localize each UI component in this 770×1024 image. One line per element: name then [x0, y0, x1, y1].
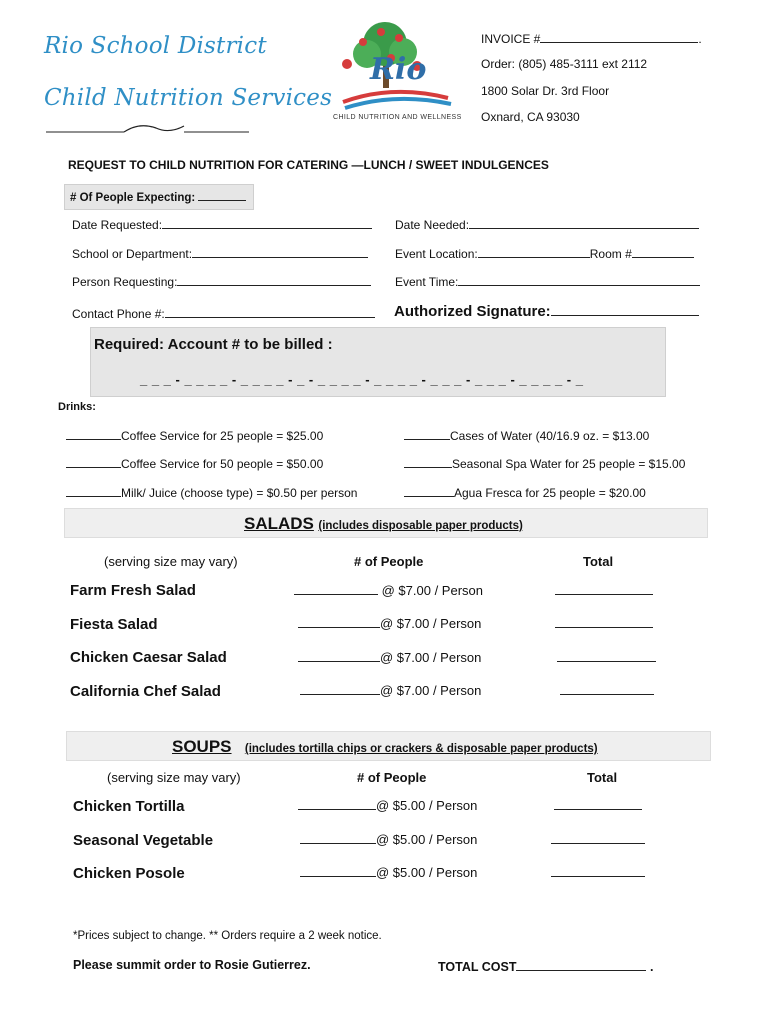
soup-total-field[interactable] — [554, 797, 642, 810]
soup-qty-row — [300, 831, 477, 847]
drink-item-spa-water — [404, 455, 685, 471]
flourish-divider — [44, 118, 254, 138]
salads-heading-row — [244, 514, 523, 534]
drink-item-water — [404, 427, 649, 443]
drink-item-coffee-25 — [66, 427, 323, 443]
salad-price: @ $7.00 / Person — [380, 650, 482, 665]
soups-col-total: Total — [587, 770, 618, 785]
event-location-row — [395, 245, 694, 261]
soup-qty-row — [300, 864, 477, 880]
salad-item-name: Farm Fresh Salad — [70, 582, 196, 599]
submit-instruction: Please summit order to Rosie Gutierrez. — [73, 958, 311, 972]
account-number-field[interactable]: _ _ _ - _ _ _ _ - _ _ _ _ - _ - _ _ _ _ - _ _ _ _ - _ _ _ - _ _ _ - _ _ _ _ - _ — [140, 372, 584, 387]
school-department-field[interactable] — [192, 245, 368, 258]
salad-item-name: Fiesta Salad — [70, 616, 158, 633]
soup-item-name: Seasonal Vegetable — [73, 832, 214, 849]
soups-col-people: # of People — [357, 770, 427, 785]
event-location-field[interactable] — [478, 245, 590, 258]
account-required-label: Required: Account # to be billed : — [94, 336, 333, 353]
drink-item-agua-fresca — [404, 484, 646, 500]
room-field[interactable] — [632, 245, 694, 258]
salad-item-name: California Chef Salad — [70, 683, 221, 700]
district-name: Rio School District — [44, 33, 267, 59]
soup-total-field[interactable] — [551, 864, 645, 877]
address-line1: 1800 Solar Dr. 3rd Floor — [481, 84, 610, 98]
drink-item-milk-juice — [66, 484, 357, 500]
authorized-signature-field[interactable] — [551, 301, 699, 316]
soup-total-field[interactable] — [551, 831, 645, 844]
salads-heading: SALADS — [244, 514, 314, 533]
soups-note: (includes tortilla chips or crackers & disposable paper products) — [244, 743, 598, 755]
drink-label: Milk/ Juice (choose type) = $0.50 per person — [121, 486, 358, 500]
salads-note: (includes disposable paper products) — [318, 520, 523, 532]
soup-qty-field[interactable] — [300, 831, 376, 844]
person-requesting-row — [72, 273, 371, 289]
soup-price: @ $5.00 / Person — [376, 832, 478, 847]
date-requested-field[interactable] — [162, 216, 372, 229]
salads-col-people: # of People — [354, 554, 424, 569]
salad-total-field[interactable] — [555, 615, 653, 628]
footer-notice: *Prices subject to change. ** Orders require a 2 week notice. — [73, 930, 382, 942]
logo-caption: CHILD NUTRITION AND WELLNESS — [333, 114, 462, 121]
event-time-field[interactable] — [458, 273, 700, 286]
people-expecting-field[interactable] — [198, 190, 246, 201]
contact-phone-field[interactable] — [165, 305, 375, 318]
drink-qty-field[interactable] — [404, 427, 450, 440]
salad-qty-row — [294, 582, 483, 598]
soup-qty-field[interactable] — [298, 797, 376, 810]
salad-price: @ $7.00 / Person — [381, 583, 483, 598]
soup-qty-field[interactable] — [300, 864, 376, 877]
salad-price: @ $7.00 / Person — [380, 616, 482, 631]
drink-qty-field[interactable] — [66, 484, 121, 497]
salad-total-field[interactable] — [557, 649, 656, 662]
soup-item-name: Chicken Posole — [73, 865, 185, 882]
salad-qty-field[interactable] — [300, 682, 380, 695]
person-requesting-label: Person Requesting: — [72, 275, 178, 289]
drink-qty-field[interactable] — [404, 484, 454, 497]
salads-col-total: Total — [583, 554, 614, 569]
invoice-field[interactable] — [540, 30, 698, 43]
drink-item-coffee-50 — [66, 455, 323, 471]
invoice-label: INVOICE # — [481, 32, 541, 46]
invoice-row: INVOICE # . — [481, 32, 702, 46]
soups-serving-note: (serving size may vary) — [107, 770, 241, 785]
salad-qty-row — [300, 682, 481, 698]
salad-price: @ $7.00 / Person — [380, 683, 482, 698]
date-needed-label: Date Needed: — [395, 218, 470, 232]
salad-qty-field[interactable] — [298, 615, 380, 628]
drink-qty-field[interactable] — [66, 455, 121, 468]
drink-qty-field[interactable] — [404, 455, 452, 468]
people-expecting — [70, 190, 246, 204]
date-requested-row — [72, 216, 372, 232]
drink-label: Coffee Service for 25 people = $25.00 — [121, 429, 324, 443]
event-time-label: Event Time: — [395, 275, 459, 289]
event-time-row — [395, 273, 700, 289]
drinks-heading: Drinks: — [58, 401, 96, 413]
soup-qty-row — [298, 797, 477, 813]
soup-price: @ $5.00 / Person — [376, 865, 478, 880]
date-needed-field[interactable] — [469, 216, 699, 229]
salad-qty-row — [298, 615, 481, 631]
drink-label: Seasonal Spa Water for 25 people = $15.00 — [452, 457, 686, 471]
soup-price: @ $5.00 / Person — [376, 798, 478, 813]
logo-wordmark: Rio — [370, 52, 427, 87]
drink-label: Cases of Water (40/16.9 oz. = $13.00 — [450, 429, 650, 443]
drink-label: Agua Fresca for 25 people = $20.00 — [454, 486, 646, 500]
salad-qty-row — [298, 649, 481, 665]
people-expecting-label: # Of People Expecting: — [70, 192, 196, 204]
school-department-row — [72, 245, 368, 261]
total-cost-label: TOTAL COST — [438, 960, 517, 974]
soups-heading-row — [172, 737, 598, 757]
event-location-label: Event Location: — [395, 247, 478, 261]
salad-item-name: Chicken Caesar Salad — [70, 649, 227, 666]
salad-total-field[interactable] — [560, 682, 654, 695]
contact-phone-label: Contact Phone #: — [72, 307, 165, 321]
address-line2: Oxnard, CA 93030 — [481, 110, 580, 124]
order-phone: Order: (805) 485-3111 ext 2112 — [481, 57, 648, 71]
form-title: REQUEST TO CHILD NUTRITION FOR CATERING —LUNCH / SWEET INDULGENCES — [68, 158, 549, 172]
soup-item-name: Chicken Tortilla — [73, 798, 185, 815]
contact-phone-row — [72, 305, 375, 321]
room-label: Room # — [589, 247, 632, 261]
department-name: Child Nutrition Services — [44, 85, 333, 111]
drink-label: Coffee Service for 50 people = $50.00 — [121, 457, 324, 471]
drink-qty-field[interactable] — [66, 427, 121, 440]
salad-qty-field[interactable] — [294, 582, 378, 595]
authorized-signature-row — [394, 301, 699, 320]
salad-qty-field[interactable] — [298, 649, 380, 662]
date-requested-label: Date Requested: — [72, 218, 163, 232]
person-requesting-field[interactable] — [177, 273, 371, 286]
soups-heading: SOUPS — [172, 737, 232, 756]
date-needed-row — [395, 216, 699, 232]
total-cost-row: TOTAL COST . — [438, 960, 654, 974]
salads-serving-note: (serving size may vary) — [104, 554, 238, 569]
salad-total-field[interactable] — [555, 582, 653, 595]
authorized-signature-label: Authorized Signature: — [394, 303, 551, 320]
total-cost-field[interactable] — [516, 958, 646, 971]
school-department-label: School or Department: — [72, 247, 193, 261]
